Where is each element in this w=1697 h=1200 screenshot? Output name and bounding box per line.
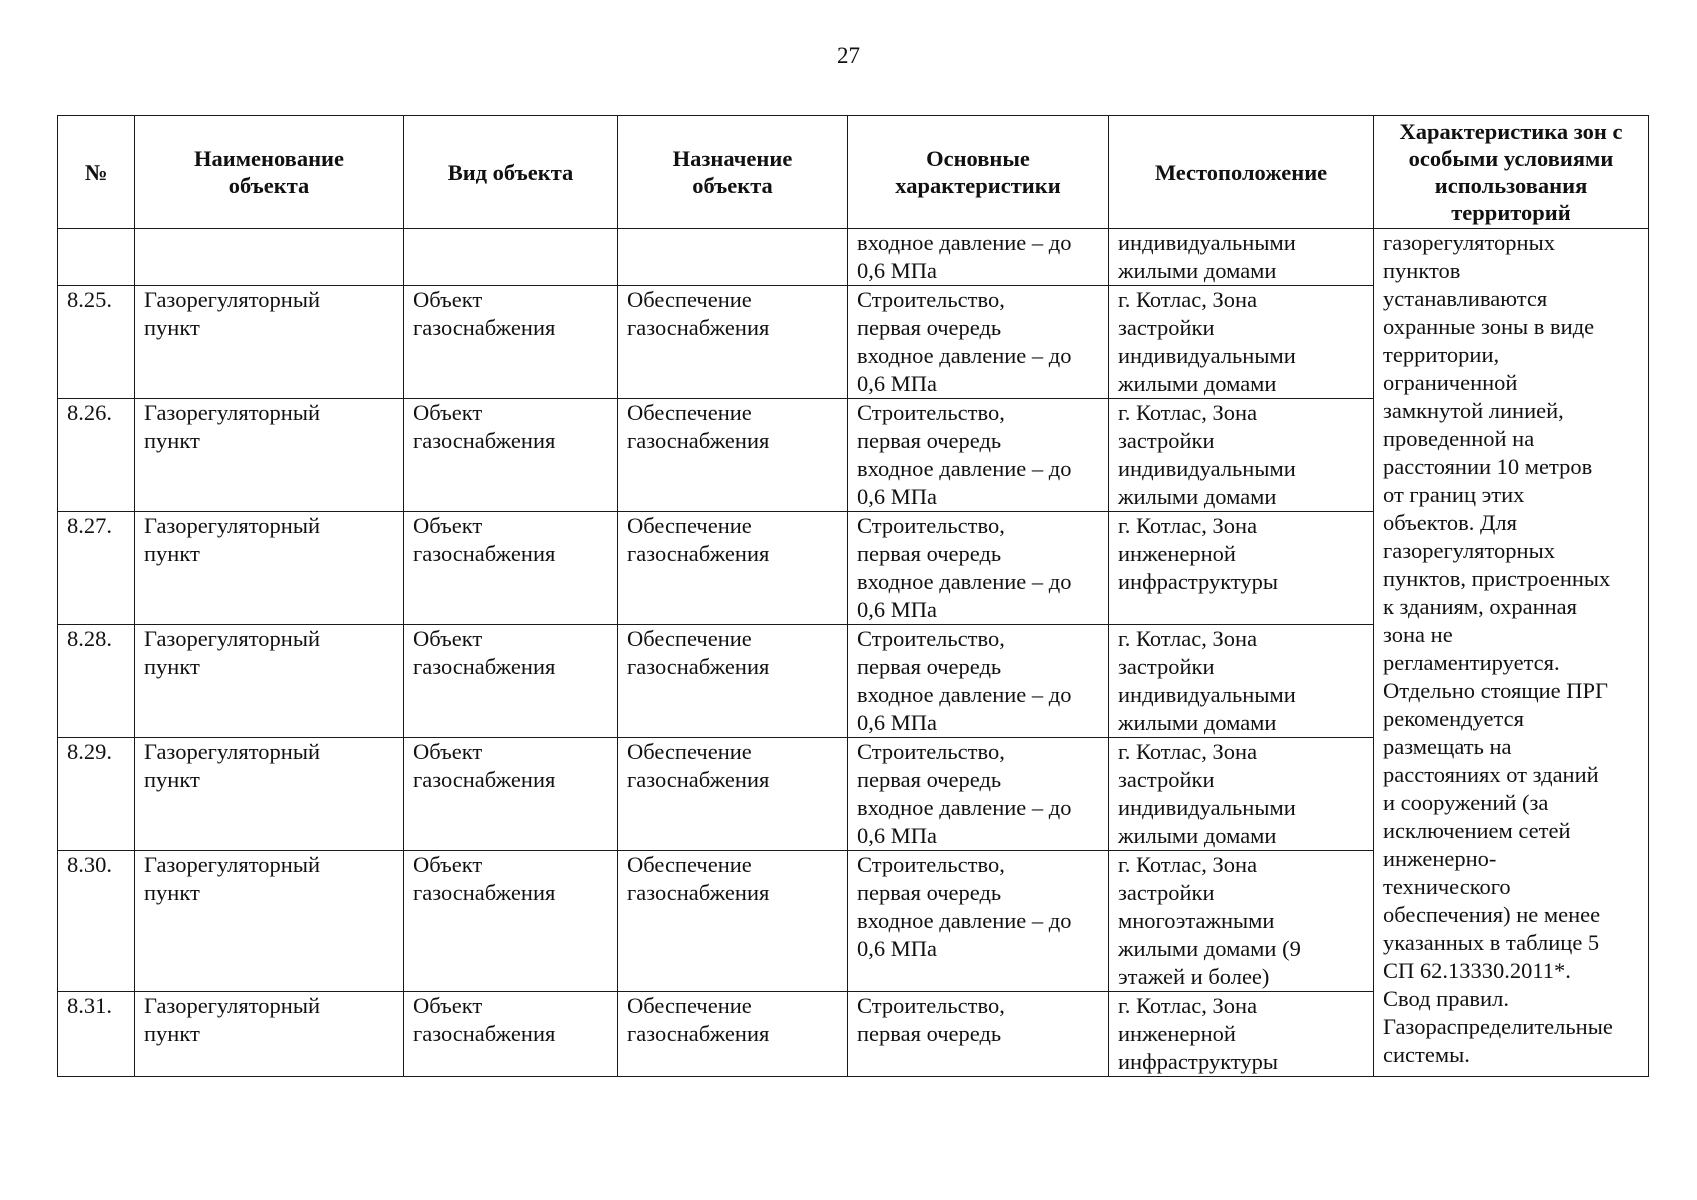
cell-location: г. Котлас, Зона инженерной инфраструктуры	[1109, 992, 1374, 1077]
cell-number: 8.30.	[58, 851, 135, 992]
objects-table	[57, 115, 1649, 1077]
cell-location: г. Котлас, Зона застройки индивидуальными жилыми домами	[1109, 399, 1374, 512]
cell-object-type: Объект газоснабжения	[404, 286, 618, 399]
header-object-purpose: Назначение объекта	[618, 116, 848, 229]
cell-object-type: Объект газоснабжения	[404, 399, 618, 512]
cell-object-purpose: Обеспечение газоснабжения	[618, 512, 848, 625]
cell-object-type	[404, 229, 618, 286]
header-main-characteristics: Основные характеристики	[848, 116, 1109, 229]
cell-main-characteristics: Строительство, первая очередь	[848, 992, 1109, 1077]
cell-location: г. Котлас, Зона застройки индивидуальными жилыми домами	[1109, 738, 1374, 851]
cell-object-purpose: Обеспечение газоснабжения	[618, 738, 848, 851]
cell-location: г. Котлас, Зона застройки индивидуальными жилыми домами	[1109, 286, 1374, 399]
cell-object-purpose: Обеспечение газоснабжения	[618, 992, 848, 1077]
header-zone-characteristics: Характеристика зон с особыми условиями использования территорий	[1374, 116, 1649, 229]
cell-main-characteristics: входное давление – до 0,6 МПа	[848, 229, 1109, 286]
cell-location: индивидуальными жилыми домами	[1109, 229, 1374, 286]
cell-number: 8.31.	[58, 992, 135, 1077]
cell-number	[58, 229, 135, 286]
cell-object-purpose: Обеспечение газоснабжения	[618, 399, 848, 512]
header-object-type: Вид объекта	[404, 116, 618, 229]
header-number: №	[58, 116, 135, 229]
cell-main-characteristics: Строительство, первая очередь входное давление – до 0,6 МПа	[848, 512, 1109, 625]
cell-number: 8.29.	[58, 738, 135, 851]
cell-location: г. Котлас, Зона инженерной инфраструктуры	[1109, 512, 1374, 625]
cell-object-name: Газорегуляторный пункт	[135, 851, 404, 992]
cell-object-type: Объект газоснабжения	[404, 851, 618, 992]
cell-main-characteristics: Строительство, первая очередь входное давление – до 0,6 МПа	[848, 738, 1109, 851]
cell-main-characteristics: Строительство, первая очередь входное давление – до 0,6 МПа	[848, 851, 1109, 992]
cell-object-name: Газорегуляторный пункт	[135, 512, 404, 625]
cell-main-characteristics: Строительство, первая очередь входное давление – до 0,6 МПа	[848, 399, 1109, 512]
cell-object-name: Газорегуляторный пункт	[135, 286, 404, 399]
header-object-name: Наименование объекта	[135, 116, 404, 229]
header-location: Местоположение	[1109, 116, 1374, 229]
cell-object-name: Газорегуляторный пункт	[135, 992, 404, 1077]
cell-object-type: Объект газоснабжения	[404, 992, 618, 1077]
cell-number: 8.25.	[58, 286, 135, 399]
page-number: 27	[837, 43, 860, 68]
cell-object-purpose: Обеспечение газоснабжения	[618, 851, 848, 992]
cell-number: 8.26.	[58, 399, 135, 512]
cell-object-name: Газорегуляторный пункт	[135, 625, 404, 738]
cell-object-name: Газорегуляторный пункт	[135, 738, 404, 851]
table-row-continuation	[58, 229, 1649, 286]
cell-location: г. Котлас, Зона застройки индивидуальными жилыми домами	[1109, 625, 1374, 738]
cell-location: г. Котлас, Зона застройки многоэтажными жилыми домами (9 этажей и более)	[1109, 851, 1374, 992]
cell-object-type: Объект газоснабжения	[404, 625, 618, 738]
cell-main-characteristics: Строительство, первая очередь входное давление – до 0,6 МПа	[848, 625, 1109, 738]
cell-object-type: Объект газоснабжения	[404, 512, 618, 625]
cell-object-name	[135, 229, 404, 286]
cell-object-name: Газорегуляторный пункт	[135, 399, 404, 512]
header-row	[58, 116, 1649, 229]
cell-zone-characteristics: газорегуляторных пунктов устанавливаются охранные зоны в виде территории, ограниченной замкнутой линией, проведенной на расстоянии 10 метров от границ этих объектов. Для газорегуляторных пунктов, пристроенных к зданиям, охранная зона не регламентируется. Отдельно стоящие ПРГ рекомендуется размещать на расстояниях от зданий и сооружений (за исключением сетей инженерно- технического обеспечения) не менее указанных в таблице 5 СП 62.13330.2011*. Свод правил. Газораспределительные системы.	[1374, 229, 1649, 1077]
cell-number: 8.28.	[58, 625, 135, 738]
cell-object-type: Объект газоснабжения	[404, 738, 618, 851]
cell-object-purpose	[618, 229, 848, 286]
cell-number: 8.27.	[58, 512, 135, 625]
cell-object-purpose: Обеспечение газоснабжения	[618, 625, 848, 738]
cell-object-purpose: Обеспечение газоснабжения	[618, 286, 848, 399]
cell-main-characteristics: Строительство, первая очередь входное давление – до 0,6 МПа	[848, 286, 1109, 399]
